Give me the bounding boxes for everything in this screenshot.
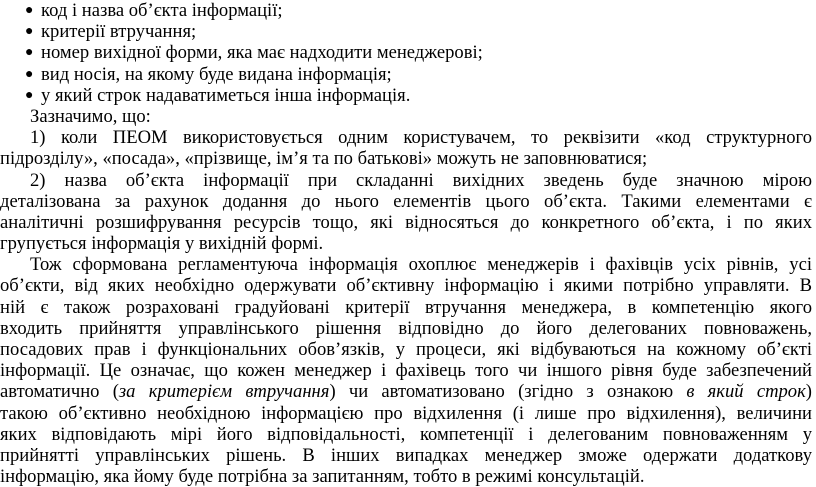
list-item	[0, 85, 812, 106]
list-item-text: критерії втручання;	[41, 21, 197, 43]
paragraph-line: ній є також розраховані градуйовані критерії втручання менеджера, в компетенцію якого	[0, 296, 812, 318]
italic-term: в який строк	[686, 381, 806, 403]
numbered-item-1-line: 1) коли ПЕОМ використовується одним користувачем, то реквізити «код структурного	[30, 127, 812, 149]
bullet-icon: ●	[25, 3, 34, 18]
bullet-icon: ●	[25, 45, 34, 61]
list-item	[0, 21, 812, 42]
numbered-item-2-line: 2) назва об’єкта інформації при складанні вихідних зведень буде значною мірою	[30, 169, 812, 191]
paragraph-line: інформацію, яка йому буде потрібна за запитанням, тобто в режимі консультацій.	[0, 466, 645, 487]
paragraph-line: входить прийняття управлінського рішення відповідно до його делегованих повноважень,	[0, 317, 812, 339]
bullet-icon: ●	[25, 66, 34, 82]
bullet-icon: ●	[25, 24, 34, 40]
paragraph-line: автоматично (за критерієм втручання) чи автоматизовано (згідно з ознакою в який строк)	[0, 381, 812, 403]
item-number: 2)	[30, 169, 46, 191]
list-item	[0, 64, 812, 85]
list-item-text: код і назва об’єкта інформації;	[41, 0, 283, 21]
note-heading: Зазначимо, що:	[30, 105, 151, 127]
paragraph-line: Тож сформована регламентуюча інформація охоплює менеджерів і фахівців усіх рівнів, усі	[30, 254, 812, 276]
numbered-item-2-line: деталізована за рахунок додання до нього елементів цього об’єкта. Такими елементами є	[0, 190, 812, 212]
paragraph-line: такою об’єктивно необхідною інформацією про відхилення (і лише про відхилення), величини	[0, 402, 812, 424]
numbered-item-2-line: групується інформація у вихідній формі.	[0, 233, 324, 255]
italic-term: за критерієм втручання	[118, 381, 330, 403]
list-item	[0, 42, 812, 63]
list-item-text: у який строк надаватиметься інша інформація.	[41, 84, 411, 106]
bullet-icon: ●	[25, 87, 34, 103]
paragraph-line: об’єкти, від яких необхідно одержувати об’єктивну інформацію і якими потрібно управляти. В	[0, 275, 812, 297]
list-item-text: вид носія, на якому буде видана інформація;	[41, 63, 392, 85]
numbered-item-2-line: аналітичні розшифрування ресурсів тощо, які відносяться до конкретного об’єкта, і по яких	[0, 211, 812, 233]
list-item-text: номер вихідної форми, яка має надходити менеджерові;	[41, 42, 483, 64]
paragraph-line: посадових прав і функціональних обов’язків, у процеси, які відбуваються на кожному об’єкті	[0, 339, 812, 360]
numbered-item-1-line: підрозділу», «посада», «прізвище, ім’я та по батькові» можуть не заповнюватися;	[0, 148, 648, 170]
paragraph-line: прийнятті управлінських рішень. В інших випадках менеджер зможе одержати додаткову	[0, 444, 812, 466]
paragraph-line: інформації. Це означає, що кожен менеджер і фахівець того чи іншого рівня буде забезпечений	[0, 360, 812, 382]
paragraph-line: яких відповідають мірі його відповідальності, компетенції і делегованим повноваженням у	[0, 423, 812, 445]
item-number: 1)	[30, 127, 46, 149]
list-item	[0, 0, 812, 21]
